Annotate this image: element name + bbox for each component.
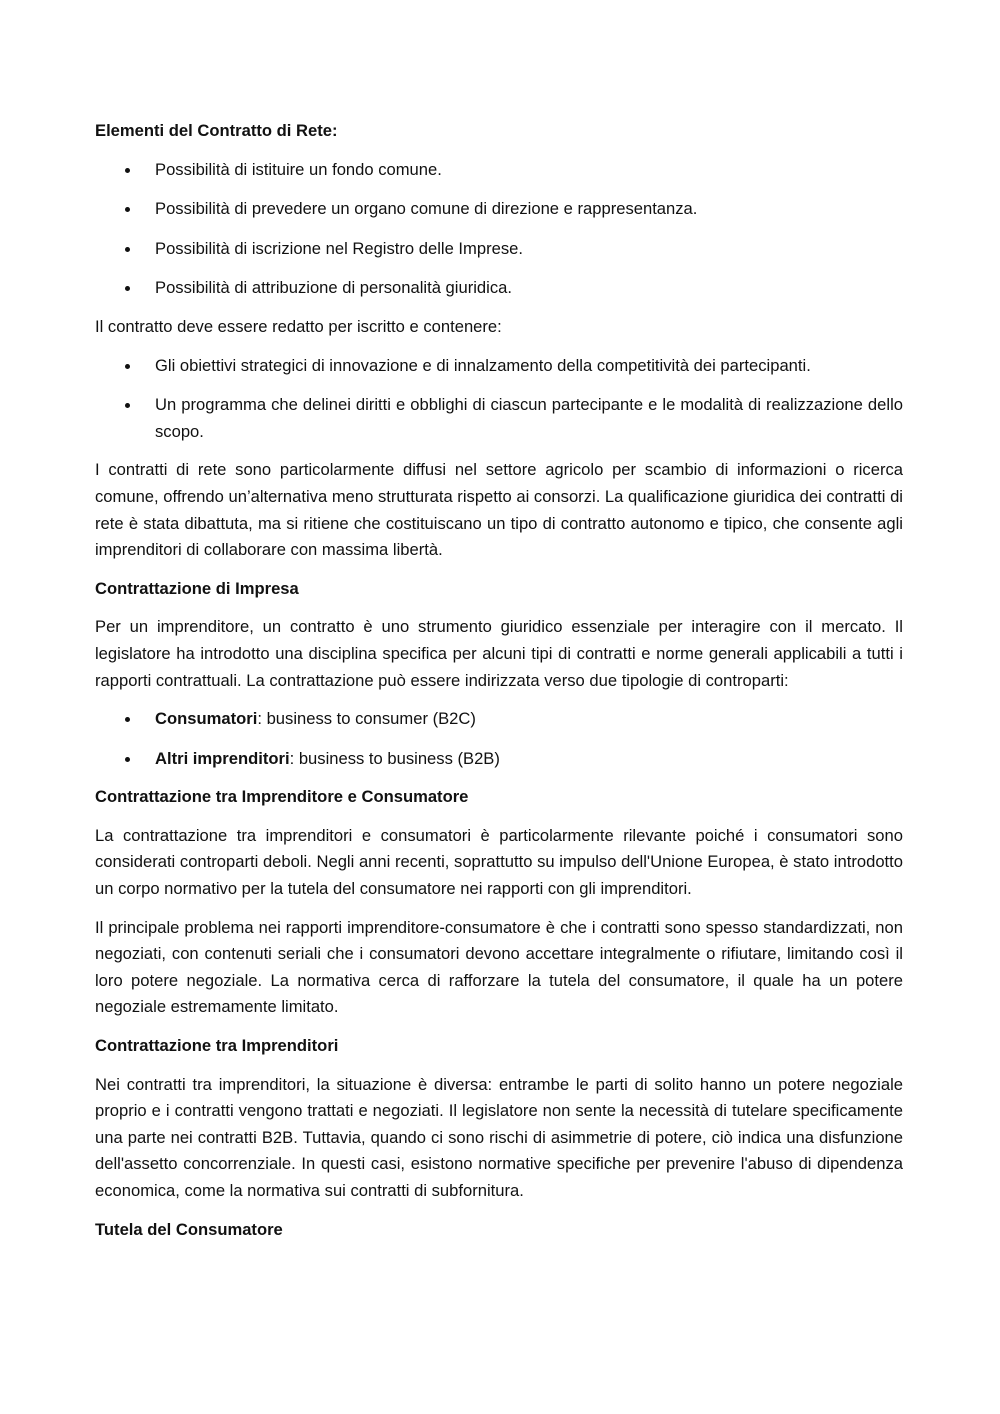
bullet-icon: [125, 364, 130, 369]
list-elementi-rete: [95, 157, 903, 302]
list-item: [95, 275, 903, 302]
heading-elementi-contratto-rete: Elementi del Contratto di Rete:: [95, 121, 338, 140]
list-contenuti-contratto: [95, 353, 903, 446]
list-item: [95, 157, 903, 184]
paragraph-contratto-requisiti: Il contratto deve essere redatto per iscritto e contenere:: [95, 316, 502, 336]
paragraph-contratti-rete: I contratti di rete sono particolarmente diffusi nel settore agricolo per scambio di informazioni o ricerca comune, offrendo un’alternativa meno strutturata rispetto ai consorzi. La qualificazione giuridica dei contratti di rete è stata dibattuta, ma si ritiene che costituiscano un tipo di contratto autonomo e tipico, che consente agli imprenditori di collaborare con massima libertà.: [95, 460, 903, 560]
list-item-text: Possibilità di iscrizione nel Registro delle Imprese.: [155, 238, 523, 258]
list-item: [95, 392, 903, 445]
heading-contrattazione-impresa: Contrattazione di Impresa: [95, 578, 299, 598]
bullet-icon: [125, 207, 130, 212]
list-item: [95, 196, 903, 223]
list-item-text: : business to consumer (B2C): [257, 709, 476, 729]
paragraph-contrattazione-impresa: Per un imprenditore, un contratto è uno strumento giuridico essenziale per interagire con il mercato. Il legislatore ha introdotto una disciplina specifica per alcuni tipi di contratti e norme generali applicabili a tutti i rapporti contrattuali. La contrattazione può essere indirizzata verso due tipologie di controparti:: [95, 617, 903, 690]
heading-imprenditore-consumatore: Contrattazione tra Imprenditore e Consumatore: [95, 787, 469, 807]
list-item-text: Possibilità di attribuzione di personalità giuridica.: [155, 278, 512, 298]
list-item: [95, 706, 903, 733]
bullet-icon: [125, 403, 130, 408]
paragraph-consumatore-2: Il principale problema nei rapporti imprenditore-consumatore è che i contratti sono spesso standardizzati, non negoziati, con contenuti seriali che i consumatori devono accettare integralmente o rifiutare, limitando così il loro potere negoziale. La normativa cerca di rafforzare la tutela del consumatore, il quale ha un potere negoziale estremamente limitato.: [95, 917, 903, 1017]
list-item-text: Possibilità di prevedere un organo comune di direzione e rappresentanza.: [155, 199, 698, 219]
list-item-bold: Altri imprenditori: [155, 748, 290, 768]
list-item-text: Possibilità di istituire un fondo comune.: [155, 159, 442, 179]
list-item-text: Gli obiettivi strategici di innovazione e di innalzamento della competitività dei partecipanti.: [155, 355, 811, 375]
bullet-icon: [125, 757, 130, 762]
list-item-text: : business to business (B2B): [289, 748, 500, 768]
list-controparti: [95, 706, 903, 772]
bullet-icon: [125, 286, 130, 291]
paragraph-tra-imprenditori: Nei contratti tra imprenditori, la situazione è diversa: entrambe le parti di solito hanno un potere negoziale proprio e i contratti vengono trattati e negoziati. Il legislatore non sente la necessità di tutelare specificamente una parte nei contratti B2B. Tuttavia, quando ci sono rischi di asimmetrie di potere, ciò indica una disfunzione dell'assetto concorrenziale. In questi casi, esistono normative specifiche per prevenire l'abuso di dipendenza economica, come la normativa sui contratti di subfornitura.: [95, 1074, 903, 1200]
bullet-icon: [125, 717, 130, 722]
list-item-text: Un programma che delinei diritti e obblighi di ciascun partecipante e le modalità di realizzazione dello scopo.: [155, 395, 903, 441]
list-item: [95, 353, 903, 380]
bullet-icon: [125, 247, 130, 252]
heading-tutela-consumatore: Tutela del Consumatore: [95, 1219, 283, 1239]
paragraph-consumatore-1: La contrattazione tra imprenditori e consumatori è particolarmente rilevante poiché i consumatori sono considerati controparti deboli. Negli anni recenti, soprattutto su impulso dell'Unione Europea, è stato introdotto un corpo normativo per la tutela del consumatore nei rapporti con gli imprenditori.: [95, 825, 903, 899]
heading-tra-imprenditori: Contrattazione tra Imprenditori: [95, 1036, 339, 1056]
list-item: [95, 746, 903, 773]
list-item: [95, 236, 903, 263]
bullet-icon: [125, 168, 130, 173]
list-item-bold: Consumatori: [155, 709, 258, 729]
